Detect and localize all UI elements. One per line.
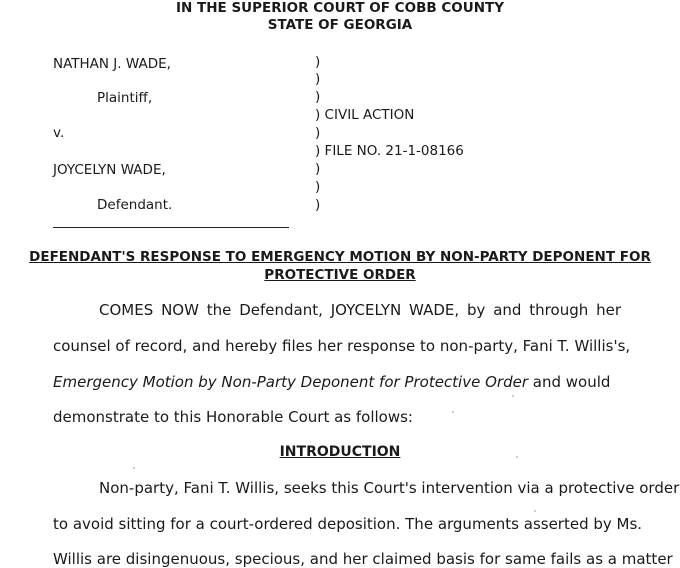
motion-title-italic: Emergency Motion by Non-Party Deponent for Protective Order <box>53 373 528 391</box>
caption-divider <box>53 227 289 228</box>
scan-speck <box>534 510 536 512</box>
paragraph1-line3 <box>53 373 610 391</box>
caption-paren: ) <box>315 161 321 177</box>
paragraph2-line1: Non-party, Fani T. Willis, seeks this Court's intervention via a protective order <box>99 479 680 497</box>
paragraph2-line3: Willis are disingenuous, specious, and her claimed basis for same fails as a matter <box>53 550 673 568</box>
paragraph1-line2: counsel of record, and hereby files her response to non-party, Fani T. Willis's, <box>53 337 631 355</box>
caption-paren: ) <box>315 89 321 105</box>
caption-paren: ) <box>315 125 321 141</box>
caption-paren: ) <box>315 179 321 195</box>
paragraph1-line1: COMES NOW the Defendant, JOYCELYN WADE, by and through her <box>99 301 621 319</box>
paragraph2-line2: to avoid sitting for a court-ordered deposition. The arguments asserted by Ms. <box>53 515 643 533</box>
caption-paren: ) <box>315 71 321 87</box>
civil-action-label: ) CIVIL ACTION <box>315 107 415 123</box>
file-number: ) FILE NO. 21-1-08166 <box>315 143 464 159</box>
introduction-heading: INTRODUCTION <box>279 444 401 460</box>
defendant-name: JOYCELYN WADE, <box>53 162 166 178</box>
paragraph1-line3-rest: and would <box>528 373 611 391</box>
caption-paren: ) <box>315 197 321 213</box>
plaintiff-name: NATHAN J. WADE, <box>53 56 171 72</box>
plaintiff-role: Plaintiff, <box>97 90 153 106</box>
scan-speck <box>512 395 514 397</box>
defendant-role: Defendant. <box>97 197 173 213</box>
caption-paren: ) <box>315 54 321 70</box>
scan-speck <box>516 456 518 458</box>
document-title-line1: DEFENDANT'S RESPONSE TO EMERGENCY MOTION BY NON-PARTY DEPONENT FOR <box>29 249 651 265</box>
court-name: IN THE SUPERIOR COURT OF COBB COUNTY <box>176 0 504 16</box>
scan-speck <box>133 467 135 469</box>
scan-speck <box>452 411 454 413</box>
document-title-line2: PROTECTIVE ORDER <box>264 267 416 283</box>
paragraph1-line4: demonstrate to this Honorable Court as follows: <box>53 408 413 426</box>
versus: v. <box>53 125 65 141</box>
court-state: STATE OF GEORGIA <box>267 17 413 33</box>
